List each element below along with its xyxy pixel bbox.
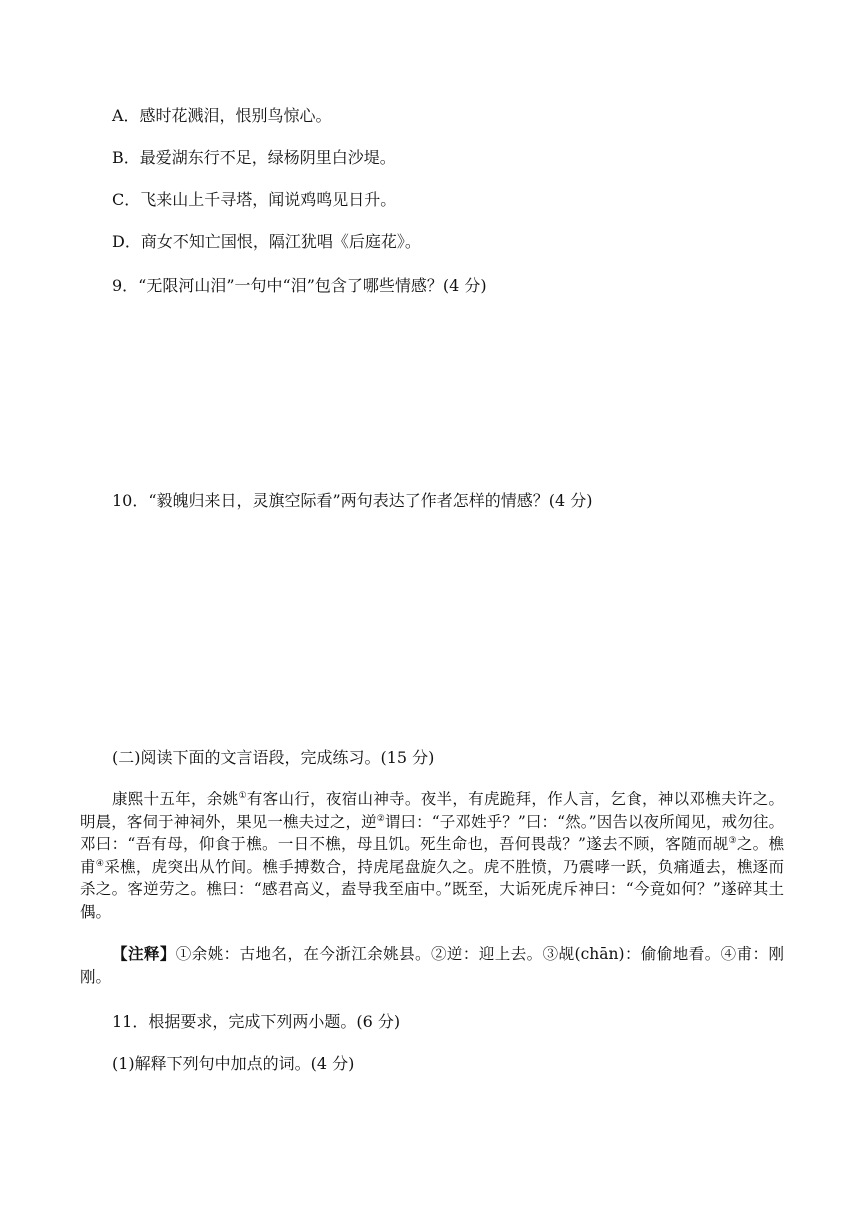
option-b: B．最爱湖东行不足，绿杨阴里白沙堤。 [112, 148, 396, 167]
section-title: (二)阅读下面的文言语段，完成练习。(15 分) [112, 748, 435, 767]
question-9: 9．“无限河山泪”一句中“泪”包含了哪些情感？(4 分) [112, 276, 487, 295]
classical-passage: 康熙十五年，余姚①有客山行，夜宿山神寺。夜半，有虎跪拜，作人言，乞食，神以邓樵夫许之。明晨，客伺于神祠外，果见一樵夫过之，逆②谓曰：“子邓姓乎？”曰：“然。”因告以夜所闻见，戒勿往。邓曰：“吾有母，仰食于樵。一日不樵，母且饥。死生命也，吾何畏哉？”遂去不顾，客随而觇③之。樵甫④采樵，虎突出从竹间。樵手搏数合，持虎尾盘旋久之。虎不胜愤，乃震哮一跃，负痛遁去，樵逐而杀之。客逆劳之。樵曰：“感君高义，盍导我至庙中。”既至，大诟死虎斥神曰：“今竟如何？”遂碎其土偶。 [80, 790, 784, 921]
option-c: C．飞来山上千寻塔，闻说鸡鸣见日升。 [112, 190, 397, 209]
question-11-part-1: (1)解释下列句中加点的词。(4 分) [112, 1054, 355, 1073]
question-11: 11．根据要求，完成下列两小题。(6 分) [112, 1012, 401, 1031]
question-10: 10．“毅魄归来日，灵旗空际看”两句表达了作者怎样的情感？(4 分) [112, 491, 593, 510]
annotation-notes: 【注释】①余姚：古地名，在今浙江余姚县。②逆：迎上去。③觇(chān)：偷偷地看。④甫：刚刚。 [80, 944, 784, 986]
option-a: A．感时花溅泪，恨别鸟惊心。 [112, 106, 332, 125]
option-d: D．商女不知亡国恨，隔江犹唱《后庭花》。 [112, 232, 421, 251]
